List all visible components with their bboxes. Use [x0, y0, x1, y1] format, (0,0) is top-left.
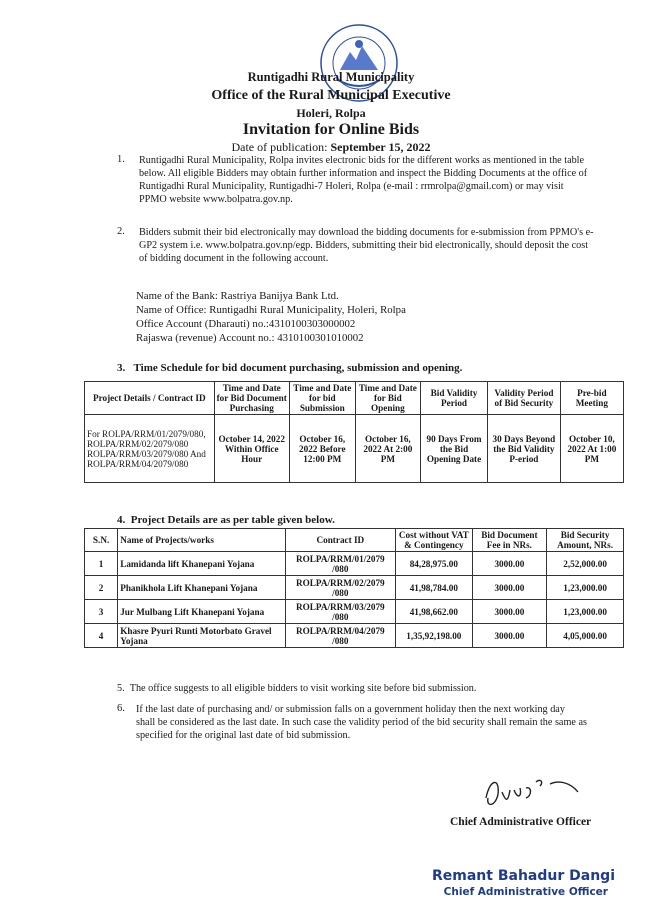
- table-row: [85, 600, 624, 624]
- item-2-text: Bidders submit their bid electronically may download the bidding documents for e-submission from PPMO's e- GP2 system i.e. www.bolpatra.gov.np/egp. Bidders, submitting their bid electronically, should deposit the cost of bidding document in the following account.: [139, 227, 594, 264]
- project-cost: 1,35,92,198.00: [396, 624, 473, 648]
- stamp-name: Remant Bahadur Dangi: [432, 868, 615, 884]
- project-fee: 3000.00: [472, 552, 547, 576]
- schedule-row: [85, 415, 624, 483]
- schedule-validity: 90 Days From the Bid Opening Date: [420, 415, 487, 483]
- schedule-project: For ROLPA/RRM/01/2079/080, ROLPA/RRM/02/2079/080 ROLPA/RRM/03/2079/080 And ROLPA/RRM/04/2079/080: [85, 415, 215, 483]
- table-row: [85, 576, 624, 600]
- project-contract-id: ROLPA/RRM/03/2079 /080: [285, 600, 395, 624]
- col-header: Bid Security Amount, NRs.: [547, 529, 624, 552]
- bank-details: Name of the Bank: Rastriya Banijya Bank Ltd. Name of Office: Runtigadhi Rural Municipality, Holeri, Rolpa Office Account (Dharauti) no.:4310100303000002 Rajaswa (revenue) Account no.: 4310100301010002: [136, 290, 406, 344]
- item-number: 6.: [117, 703, 125, 714]
- col-header: Project Details / Contract ID: [85, 382, 215, 415]
- schedule-purchasing: October 14, 2022 Within Office Hour: [214, 415, 289, 483]
- project-fee: 3000.00: [472, 600, 547, 624]
- project-cost: 41,98,662.00: [396, 600, 473, 624]
- project-security: 2,52,000.00: [547, 552, 624, 576]
- project-name: Phanikhola Lift Khanepani Yojana: [118, 576, 285, 600]
- schedule-security: 30 Days Beyond the Bid Validity P-eriod: [488, 415, 561, 483]
- schedule-submission: October 16, 2022 Before 12:00 PM: [289, 415, 355, 483]
- col-header: Contract ID: [285, 529, 395, 552]
- col-header: Time and Date for bid Submission: [289, 382, 355, 415]
- col-header: Time and Date for Bid Document Purchasing: [214, 382, 289, 415]
- publication-date: Date of publication: September 15, 2022: [231, 140, 431, 154]
- stamp-title: Chief Administrative Officer: [443, 886, 608, 898]
- project-security: 4,05,000.00: [547, 624, 624, 648]
- col-header: Bid Document Fee in NRs.: [472, 529, 547, 552]
- col-header: Pre-bid Meeting: [560, 382, 623, 415]
- project-cost: 41,98,784.00: [396, 576, 473, 600]
- section-3-heading: 3. Time Schedule for bid document purchasing, submission and opening.: [117, 362, 463, 374]
- project-fee: 3000.00: [472, 624, 547, 648]
- project-security: 1,23,000.00: [547, 600, 624, 624]
- project-sn: 4: [85, 624, 118, 648]
- item-5: 5. The office suggests to all eligible bidders to visit working site before bid submission.: [117, 683, 477, 694]
- project-name: Lamidanda lift Khanepani Yojana: [118, 552, 285, 576]
- office-address: Holeri, Rolpa: [296, 106, 366, 120]
- col-header: Time and Date for Bid Opening: [355, 382, 420, 415]
- schedule-header-row: [85, 382, 624, 415]
- projects-table: [84, 528, 624, 648]
- project-name: Jur Mulbang Lift Khanepani Yojana: [118, 600, 285, 624]
- project-fee: 3000.00: [472, 576, 547, 600]
- schedule-opening: October 16, 2022 At 2:00 PM: [355, 415, 420, 483]
- handwritten-signature: [478, 768, 588, 818]
- item-number: 2.: [117, 226, 125, 237]
- projects-header-row: [85, 529, 624, 552]
- project-sn: 3: [85, 600, 118, 624]
- col-header: Cost without VAT & Contingency: [396, 529, 473, 552]
- item-6-text: If the last date of purchasing and/ or submission falls on a government holiday then the next working day shall be considered as the last date. In such case the validity period of the bid security shall remain the same as specified for the original last date of bid submission.: [136, 704, 587, 741]
- schedule-table: [84, 381, 624, 483]
- table-row: [85, 552, 624, 576]
- section-4-heading: 4. Project Details are as per table given below.: [117, 514, 335, 526]
- signature-role: Chief Administrative Officer: [450, 816, 592, 828]
- item-number: 1.: [117, 154, 125, 165]
- table-row: [85, 624, 624, 648]
- project-sn: 1: [85, 552, 118, 576]
- schedule-prebid: October 10, 2022 At 1:00 PM: [560, 415, 623, 483]
- municipality-name: Runtigadhi Rural Municipality: [247, 70, 415, 84]
- col-header: Name of Projects/works: [118, 529, 285, 552]
- project-contract-id: ROLPA/RRM/04/2079 /080: [285, 624, 395, 648]
- col-header: S.N.: [85, 529, 118, 552]
- project-name: Khasre Pyuri Runti Motorbato Gravel Yojana: [118, 624, 285, 648]
- office-name: Office of the Rural Municipal Executive: [211, 88, 451, 103]
- project-contract-id: ROLPA/RRM/01/2079 /080: [285, 552, 395, 576]
- project-cost: 84,28,975.00: [396, 552, 473, 576]
- item-1-text: Runtigadhi Rural Municipality, Rolpa invites electronic bids for the different works as mentioned in the table below. All eligible Bidders may obtain further information and inspect the Bidding Documents at the office of Runtigadhi Rural Municipality, Runtigadhi-7 Holeri, Rolpa (e-mail : rrmrolpa@gmail.com) or may visit PPMO website www.bolpatra.gov.np.: [139, 155, 588, 205]
- project-security: 1,23,000.00: [547, 576, 624, 600]
- project-contract-id: ROLPA/RRM/02/2079 /080: [285, 576, 395, 600]
- col-header: Validity Period of Bid Security: [488, 382, 561, 415]
- project-sn: 2: [85, 576, 118, 600]
- page-title: Invitation for Online Bids: [242, 121, 420, 138]
- col-header: Bid Validity Period: [420, 382, 487, 415]
